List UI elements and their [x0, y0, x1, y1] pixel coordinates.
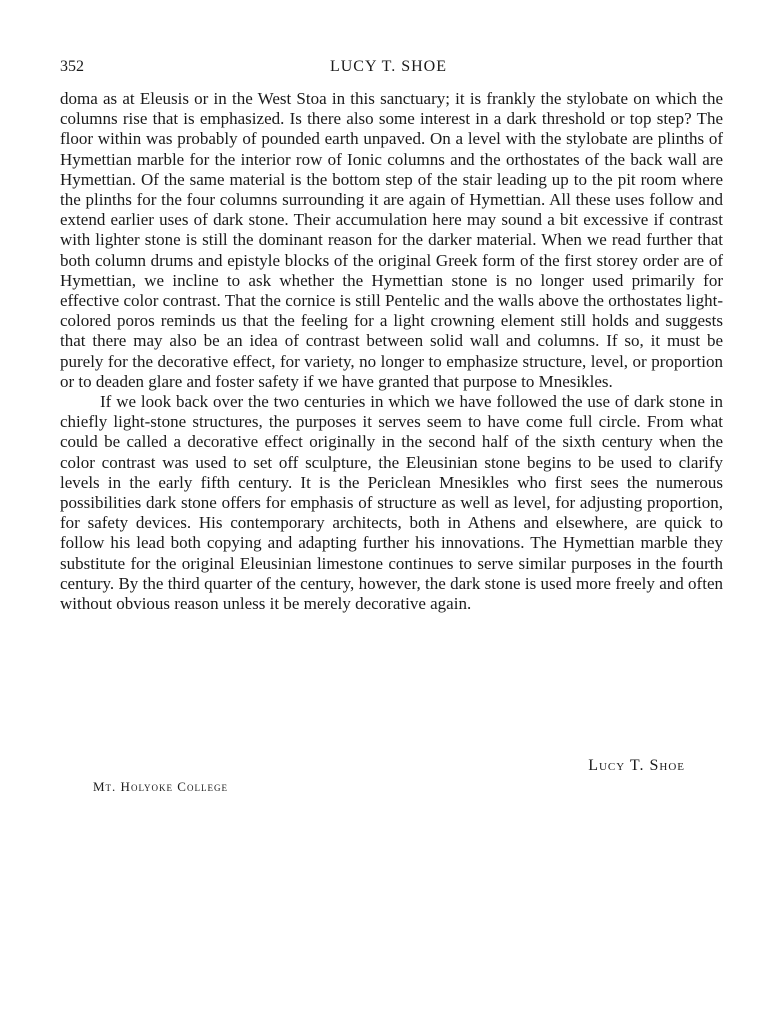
author-signature: Lucy T. Shoe	[588, 757, 685, 774]
article-body	[60, 89, 723, 614]
running-head: LUCY T. SHOE	[329, 58, 448, 75]
page-number: 352	[60, 58, 84, 75]
paragraph: If we look back over the two centuries in which we have followed the use of dark stone in chiefly light-stone structures, the purposes it serves seem to have come full circle. From what could be called a decorative effect originally in the second half of the sixth century when the color contrast was used to set off sculpture, the Eleusinian stone begins to be used to clarify levels in the early fifth century. It is the Periclean Mnesikles who first sees the numerous possibilities dark stone offers for emphasis of structure as well as level, for adjusting proportion, for safety devices. His contemporary architects, both in Athens and elsewhere, are quick to follow his lead both copying and adapting further his innovations. The Hymettian marble they substitute for the original Eleusinian limestone continues to serve similar purposes in the fourth century. By the third quarter of the century, however, the dark stone is used more freely and often without obvious reason unless it be merely decorative again.	[60, 392, 723, 614]
paragraph: doma as at Eleusis or in the West Stoa in this sanctuary; it is frankly the stylobate on which the columns rise that is emphasized. Is there also some interest in a dark threshold or top step? The floor within was probably of pounded earth unpaved. On a level with the stylobate are plinths of Hymettian marble for the interior row of Ionic columns and the orthostates of the back wall are Hymettian. Of the same material is the bottom step of the stair leading up to the pit room where the plinths for the four columns surrounding it are again of Hymettian. All these uses follow and extend earlier uses of dark stone. Their accumulation here may sound a bit excessive if contrast with lighter stone is still the dominant reason for the darker material. When we read further that both column drums and epistyle blocks of the original Greek form of the first storey order are of Hymettian, we incline to ask whether the Hymettian stone is no longer used primarily for effective color contrast. That the cornice is still Pentelic and the walls above the orthostates light-colored poros reminds us that the feeling for a light crowning element still holds and suggests that there may also be an idea of contrast between solid wall and columns. If so, it must be purely for the decorative effect, for variety, no longer to emphasize structure, level, or proportion or to deaden glare and foster safety if we have granted that purpose to Mnesikles.	[60, 89, 723, 391]
author-affiliation: Mt. Holyoke College	[93, 779, 228, 794]
